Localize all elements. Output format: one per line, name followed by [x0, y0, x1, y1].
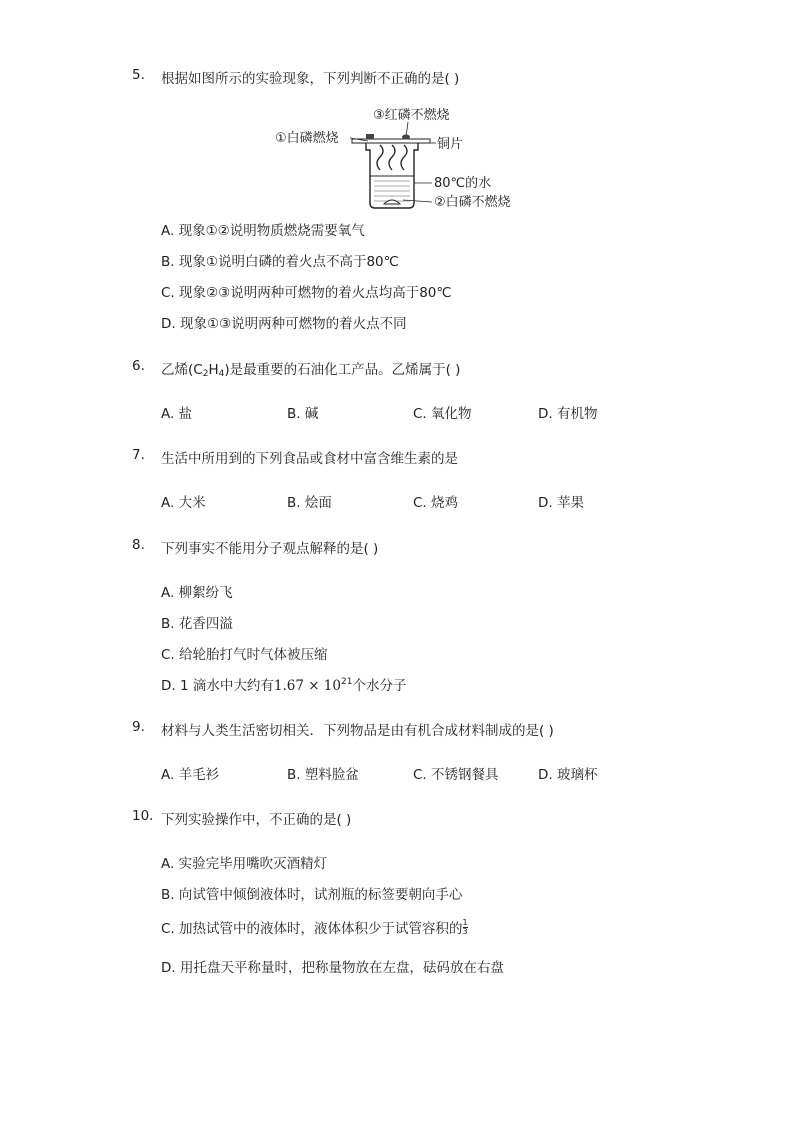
option-b[interactable]: B. 向试管中倾倒液体时，试剂瓶的标签要朝向手心 — [161, 887, 463, 903]
question-number: 10. — [132, 808, 154, 824]
question-number: 8. — [132, 537, 145, 553]
copper-plate — [352, 139, 430, 143]
subscript: 2 — [202, 369, 209, 379]
label-water: 80℃的水 — [434, 176, 492, 191]
option-b[interactable]: B. 花香四溢 — [161, 616, 233, 632]
option-c[interactable]: C. 给轮胎打气时气体被压缩 — [161, 647, 328, 663]
question-number: 5. — [132, 67, 145, 83]
option-a[interactable]: A. 柳絮纷飞 — [161, 585, 233, 601]
question-stem: 下列事实不能用分子观点解释的是( ) — [161, 541, 379, 557]
option-b[interactable]: B. 现象①说明白磷的着火点不高于80℃ — [161, 254, 399, 270]
option-c[interactable]: C. 加热试管中的液体时，液体体积少于试管容积的 $\frac{1}{3}$ — [161, 918, 468, 937]
question-stem: 生活中所用到的下列食品或食材中富含维生素的是 — [161, 451, 458, 467]
option-d[interactable]: D. 玻璃杯 — [538, 767, 598, 783]
steam-icon — [377, 145, 407, 170]
option-c[interactable]: C. 不锈钢餐具 — [413, 767, 499, 783]
option-d[interactable]: D. 用托盘天平称量时，把称量物放在左盘，砝码放在右盘 — [161, 960, 504, 976]
option-d[interactable]: D. 有机物 — [538, 406, 598, 422]
fraction-one-third: $\frac{1}{3}$ — [462, 918, 468, 936]
option-a[interactable]: A. 羊毛衫 — [161, 767, 220, 783]
label-white-phosphorus-burning: ①白磷燃烧 — [275, 131, 339, 146]
option-a[interactable]: A. 大米 — [161, 495, 206, 511]
option-b[interactable]: B. 塑料脸盆 — [287, 767, 359, 783]
option-a[interactable]: A. 实验完毕用嘴吹灭酒精灯 — [161, 856, 328, 872]
question-stem: 乙烯$(C_2H_4)$是最重要的石油化工产品。乙烯属于( ) — [161, 362, 461, 379]
option-c[interactable]: C. 烧鸡 — [413, 495, 459, 511]
subscript: 4 — [218, 369, 225, 379]
option-d[interactable]: D. 现象①③说明两种可燃物的着火点不同 — [161, 316, 407, 332]
option-b[interactable]: B. 烩面 — [287, 495, 332, 511]
question-stem: 下列实验操作中，不正确的是( ) — [161, 812, 352, 828]
scientific-number: 1.67 × 10 — [273, 678, 341, 694]
question-stem: 根据如图所示的实验现象，下列判断不正确的是( ) — [161, 71, 460, 87]
red-phosphorus-sample — [402, 135, 410, 140]
water-texture — [374, 181, 410, 201]
option-c[interactable]: C. 现象②③说明两种可燃物的着火点均高于80℃ — [161, 285, 452, 301]
question-number: 6. — [132, 358, 145, 374]
option-c[interactable]: C. 氧化物 — [413, 406, 472, 422]
label-white-phosphorus-water: ②白磷不燃烧 — [434, 195, 511, 210]
white-phosphorus-sample — [366, 134, 374, 139]
option-d[interactable]: D. 1 滴水中大约有$1.67 \times 10^{21}$个水分子 — [161, 677, 407, 694]
question-stem: 材料与人类生活密切相关．下列物品是由有机合成材料制成的是( ) — [161, 723, 554, 739]
option-a[interactable]: A. 现象①②说明物质燃烧需要氧气 — [161, 223, 365, 239]
question-number: 9. — [132, 719, 145, 735]
experiment-figure — [0, 0, 794, 220]
option-d[interactable]: D. 苹果 — [538, 495, 584, 511]
question-number: 7. — [132, 447, 145, 463]
exponent: 21 — [341, 677, 353, 687]
label-copper: 铜片 — [437, 137, 464, 152]
option-a[interactable]: A. 盐 — [161, 406, 193, 422]
white-phosphorus-underwater — [384, 200, 400, 204]
option-b[interactable]: B. 碱 — [287, 406, 319, 422]
label-red-phosphorus: ③红磷不燃烧 — [373, 108, 450, 123]
